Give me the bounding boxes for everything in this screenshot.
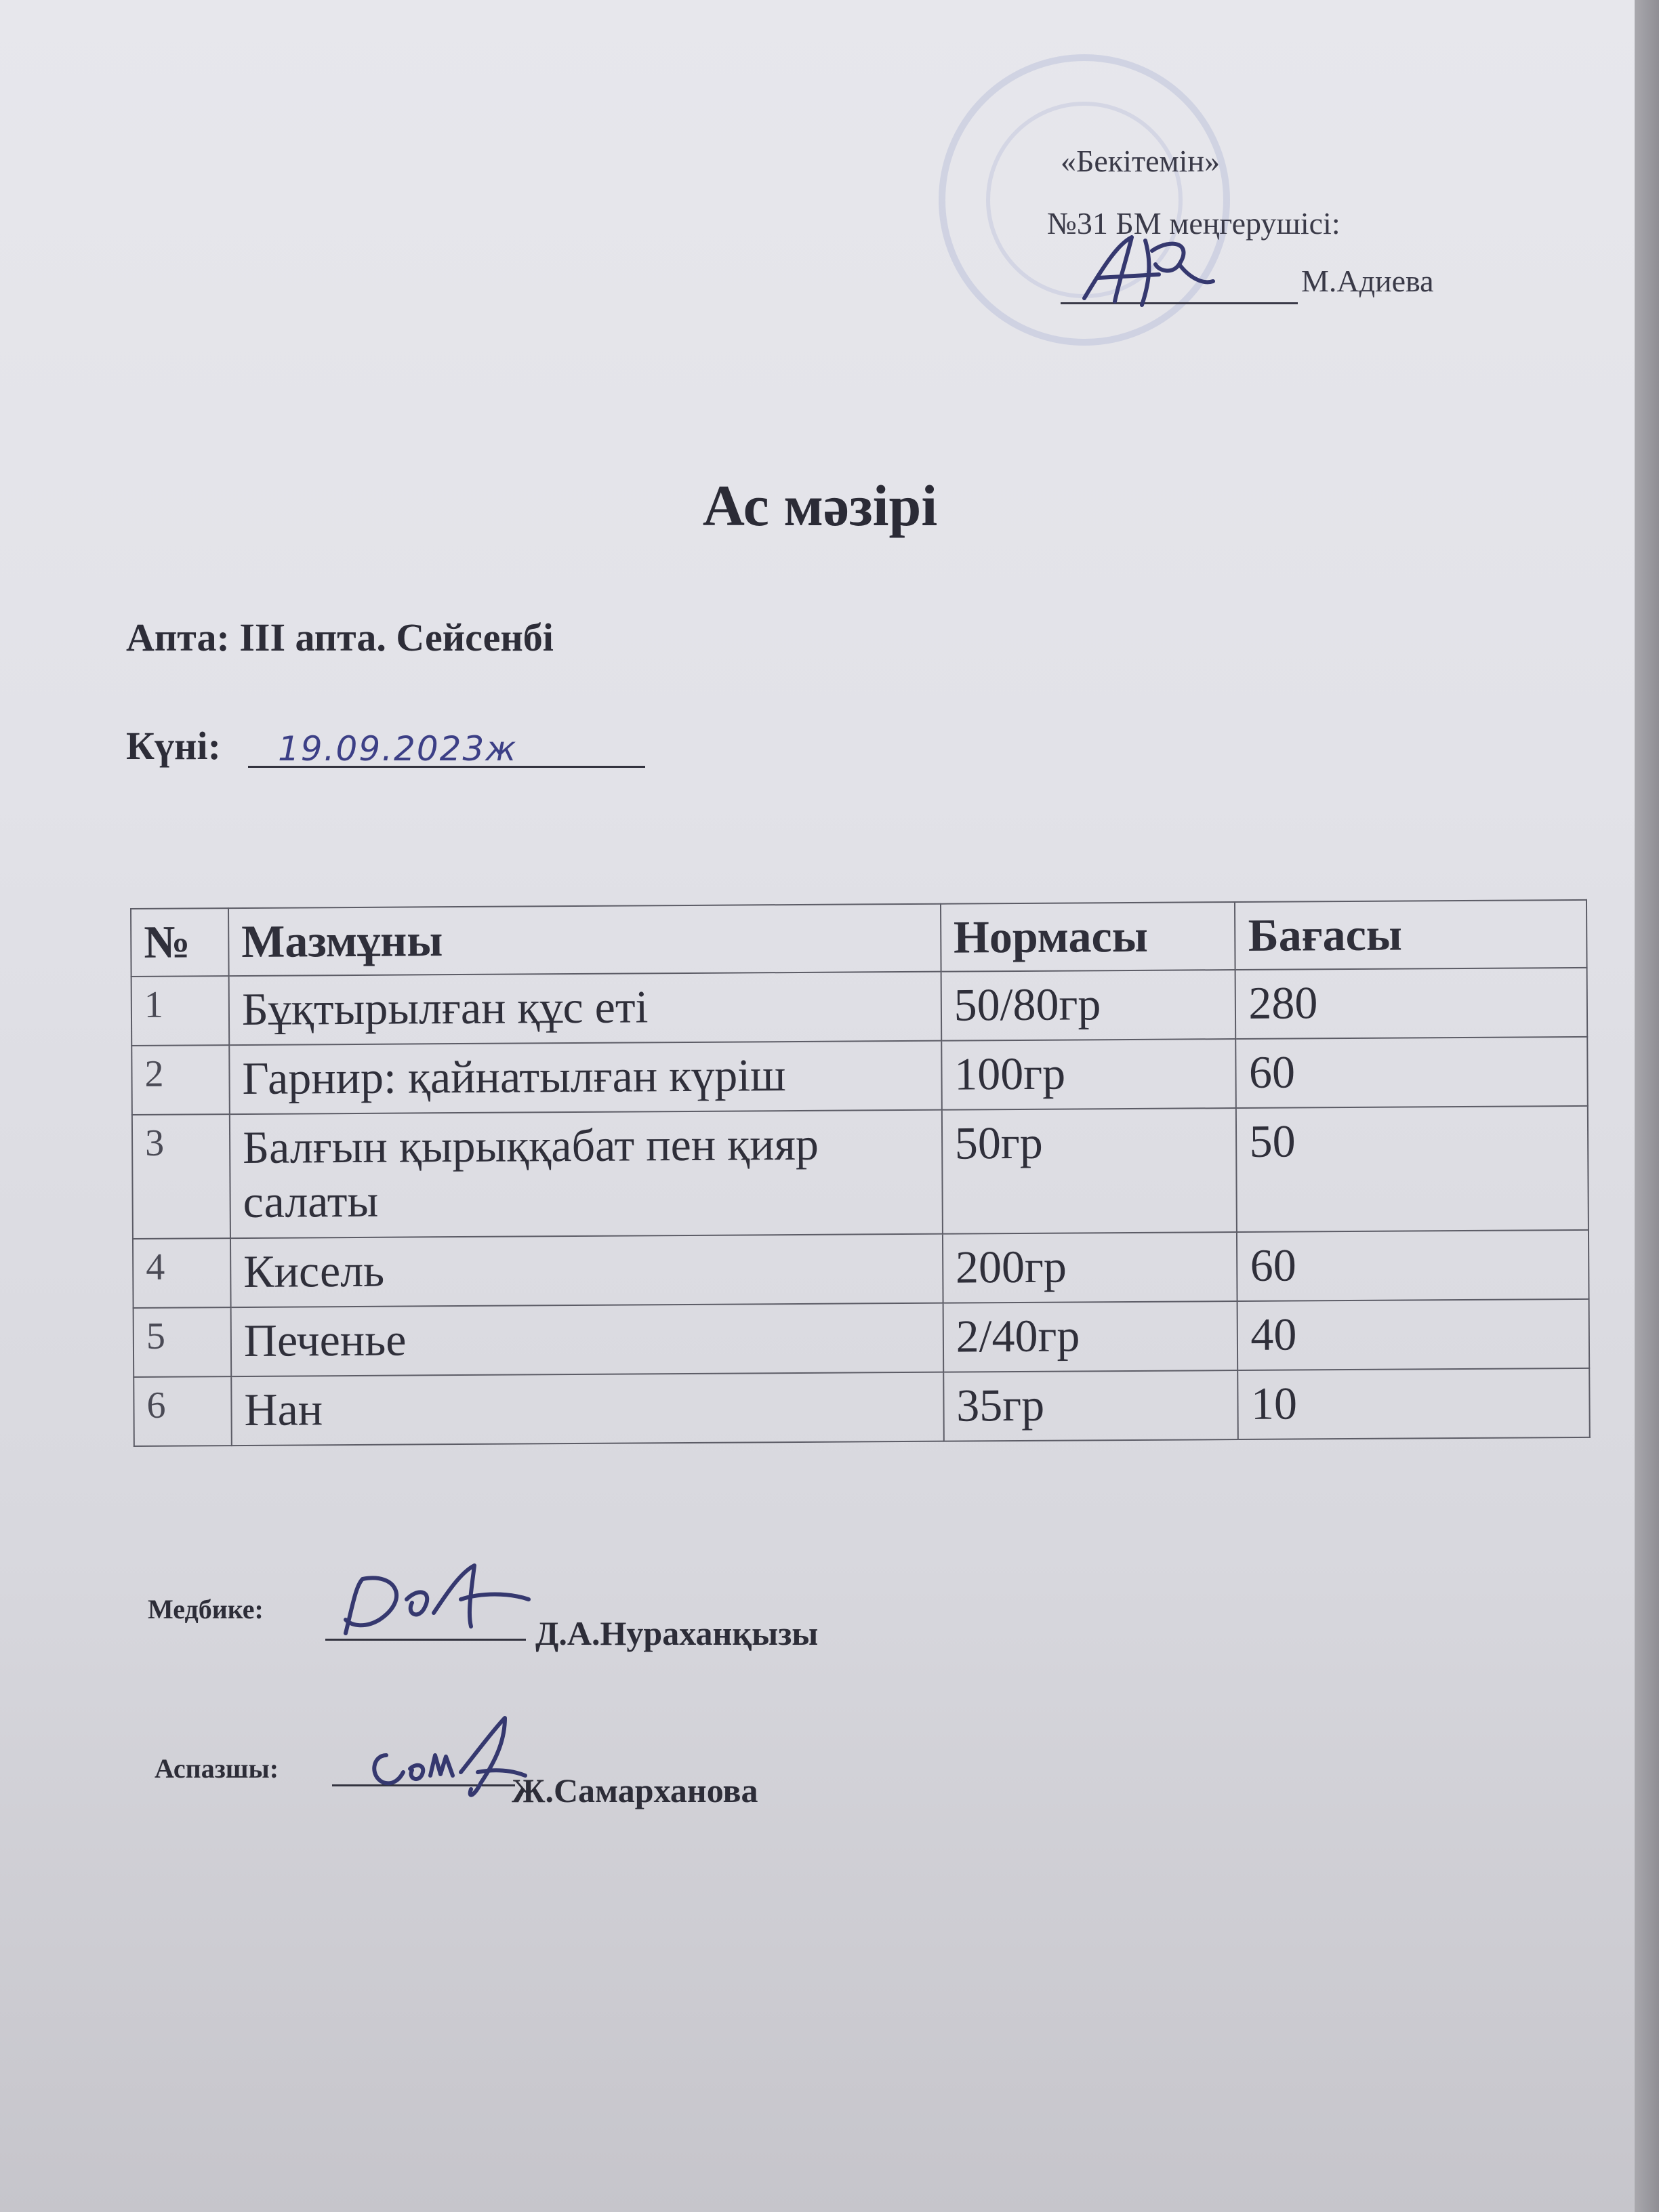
date-label: Күні: — [126, 724, 221, 768]
approval-title: «Бекітемін» — [1061, 144, 1220, 178]
table-row — [134, 1299, 1590, 1377]
row-dish: Балғын қырыққабат пен қияр салаты — [230, 1110, 943, 1238]
page-title: Ас мәзірі — [702, 473, 938, 538]
approval-role: №31 БМ меңгерушісі: — [1047, 206, 1340, 241]
row-price: 280 — [1235, 968, 1587, 1039]
nurse-label: Медбике: — [148, 1594, 264, 1624]
table-row — [132, 1106, 1589, 1239]
header-number: № — [131, 908, 229, 977]
header-norm: Нормасы — [941, 902, 1235, 972]
row-number: 3 — [132, 1114, 230, 1239]
row-price: 60 — [1237, 1230, 1589, 1301]
cook-label: Аспазшы: — [155, 1753, 279, 1784]
table-row — [131, 1037, 1588, 1115]
cook-signature — [359, 1708, 529, 1803]
row-number: 6 — [134, 1376, 232, 1446]
row-norm: 35гр — [943, 1370, 1238, 1441]
row-norm: 100гр — [941, 1039, 1236, 1110]
row-number: 1 — [131, 976, 230, 1046]
row-number: 4 — [133, 1238, 231, 1308]
row-number: 2 — [131, 1045, 230, 1115]
header-content: Мазмұны — [228, 904, 941, 976]
handwritten-date: 19.09.2023ж — [278, 729, 518, 769]
nurse-name: Д.А.Нураханқызы — [535, 1614, 819, 1652]
cook-name: Ж.Самарханова — [512, 1771, 758, 1809]
row-norm: 50/80гр — [941, 970, 1235, 1041]
row-number: 5 — [134, 1307, 232, 1377]
row-dish: Бұқтырылған құс еті — [229, 972, 941, 1045]
table-row — [133, 1230, 1589, 1308]
row-norm: 50гр — [942, 1108, 1237, 1234]
table-row — [134, 1368, 1590, 1446]
table-header-row — [131, 900, 1587, 977]
row-price: 50 — [1236, 1106, 1589, 1232]
row-norm: 200гр — [943, 1232, 1237, 1303]
row-dish: Печенье — [231, 1303, 943, 1376]
director-signature — [1078, 224, 1220, 312]
row-dish: Нан — [231, 1372, 943, 1446]
row-price: 40 — [1237, 1299, 1589, 1370]
background-edge — [1635, 0, 1659, 2212]
menu-table — [130, 899, 1591, 1447]
row-dish: Кисель — [230, 1234, 943, 1307]
header-price: Бағасы — [1235, 900, 1586, 970]
row-price: 60 — [1236, 1037, 1588, 1108]
row-price: 10 — [1238, 1368, 1590, 1439]
week-line: Апта: III апта. Сейсенбі — [126, 615, 554, 659]
approval-name: М.Адиева — [1301, 264, 1434, 298]
row-norm: 2/40гр — [943, 1301, 1237, 1372]
nurse-signature — [332, 1552, 535, 1647]
row-dish: Гарнир: қайнатылған күріш — [229, 1041, 941, 1114]
table-row — [131, 968, 1588, 1046]
